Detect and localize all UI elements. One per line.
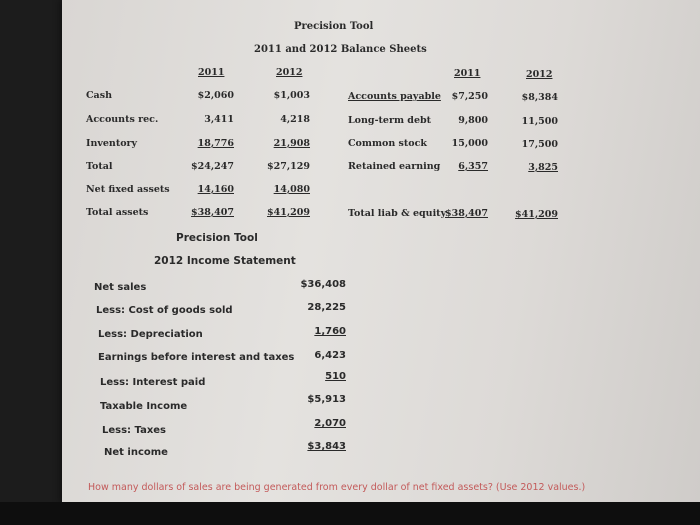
liab-value-2011: 15,000 xyxy=(451,138,488,149)
asset-label-total: Total xyxy=(86,161,113,172)
liab-value-2012: $41,209 xyxy=(515,209,558,220)
income-value: 1,760 xyxy=(314,326,346,337)
balance-sheet-title: Precision Tool xyxy=(294,21,374,32)
question-text xyxy=(88,482,700,502)
asset-value-2012: $1,003 xyxy=(273,90,310,101)
question-text-content: How many dollars of sales are being generated from every dollar of net fixed assets? (Use 2012 values.) xyxy=(88,482,586,493)
liab-value-2011: $7,250 xyxy=(451,91,488,102)
asset-label-accounts-rec: Accounts rec. xyxy=(86,114,159,125)
income-label-ebit: Earnings before interest and taxes xyxy=(98,352,295,363)
income-value: $3,843 xyxy=(307,441,346,452)
income-label-depreciation: Less: Depreciation xyxy=(98,329,203,340)
liab-value-2011: 6,357 xyxy=(458,161,488,172)
income-label-cogs: Less: Cost of goods sold xyxy=(96,305,233,316)
income-label-taxable-income: Taxable Income xyxy=(100,401,188,412)
liab-label-accounts-payable: Accounts payable xyxy=(348,91,441,102)
asset-value-2011: $2,060 xyxy=(197,90,234,101)
income-label-net-sales: Net sales xyxy=(94,282,147,293)
liab-value-2011: $38,407 xyxy=(445,208,488,219)
income-label-taxes: Less: Taxes xyxy=(102,425,167,436)
liab-col-2012: 2012 xyxy=(526,69,553,80)
liab-label-retained-earning: Retained earning xyxy=(348,161,441,172)
income-value: 6,423 xyxy=(314,350,346,361)
liab-value-2012: 17,500 xyxy=(521,139,558,150)
asset-value-2012: 21,908 xyxy=(273,138,310,149)
asset-label-inventory: Inventory xyxy=(86,138,138,149)
liab-label-total-liab-equity: Total liab & equity xyxy=(348,208,447,219)
asset-value-2011: $24,247 xyxy=(191,161,234,172)
income-value: 28,225 xyxy=(307,302,346,313)
income-statement-title: Precision Tool xyxy=(176,232,258,244)
asset-value-2011: $38,407 xyxy=(191,207,234,218)
asset-label-cash: Cash xyxy=(86,90,112,101)
assets-col-2011: 2011 xyxy=(198,67,225,78)
liab-label-common-stock: Common stock xyxy=(348,138,427,149)
asset-value-2011: 18,776 xyxy=(197,138,234,149)
liab-value-2012: 11,500 xyxy=(521,116,558,127)
liab-value-2012: 3,825 xyxy=(528,162,558,173)
liab-col-2011: 2011 xyxy=(454,68,481,79)
asset-value-2012: 14,080 xyxy=(273,184,310,195)
income-label-interest: Less: Interest paid xyxy=(100,377,206,388)
income-value: $36,408 xyxy=(300,279,346,290)
liab-value-2011: 9,800 xyxy=(458,115,488,126)
assets-col-2012: 2012 xyxy=(276,67,303,78)
asset-value-2011: 3,411 xyxy=(204,114,234,125)
balance-sheet-subtitle: 2011 and 2012 Balance Sheets xyxy=(254,44,427,55)
income-statement-subtitle: 2012 Income Statement xyxy=(154,255,296,267)
asset-label-total-assets: Total assets xyxy=(86,207,149,218)
income-label-net-income: Net income xyxy=(104,447,168,458)
income-value: $5,913 xyxy=(307,394,346,405)
liab-value-2012: $8,384 xyxy=(521,92,558,103)
bottom-edge xyxy=(0,502,700,525)
asset-value-2012: $41,209 xyxy=(267,207,310,218)
asset-value-2011: 14,160 xyxy=(197,184,234,195)
asset-value-2012: 4,218 xyxy=(280,114,310,125)
liab-label-long-term-debt: Long-term debt xyxy=(348,115,432,126)
income-value: 2,070 xyxy=(314,418,346,429)
asset-value-2012: $27,129 xyxy=(267,161,310,172)
asset-label-net-fixed-assets: Net fixed assets xyxy=(86,184,170,195)
income-value: 510 xyxy=(325,371,346,382)
